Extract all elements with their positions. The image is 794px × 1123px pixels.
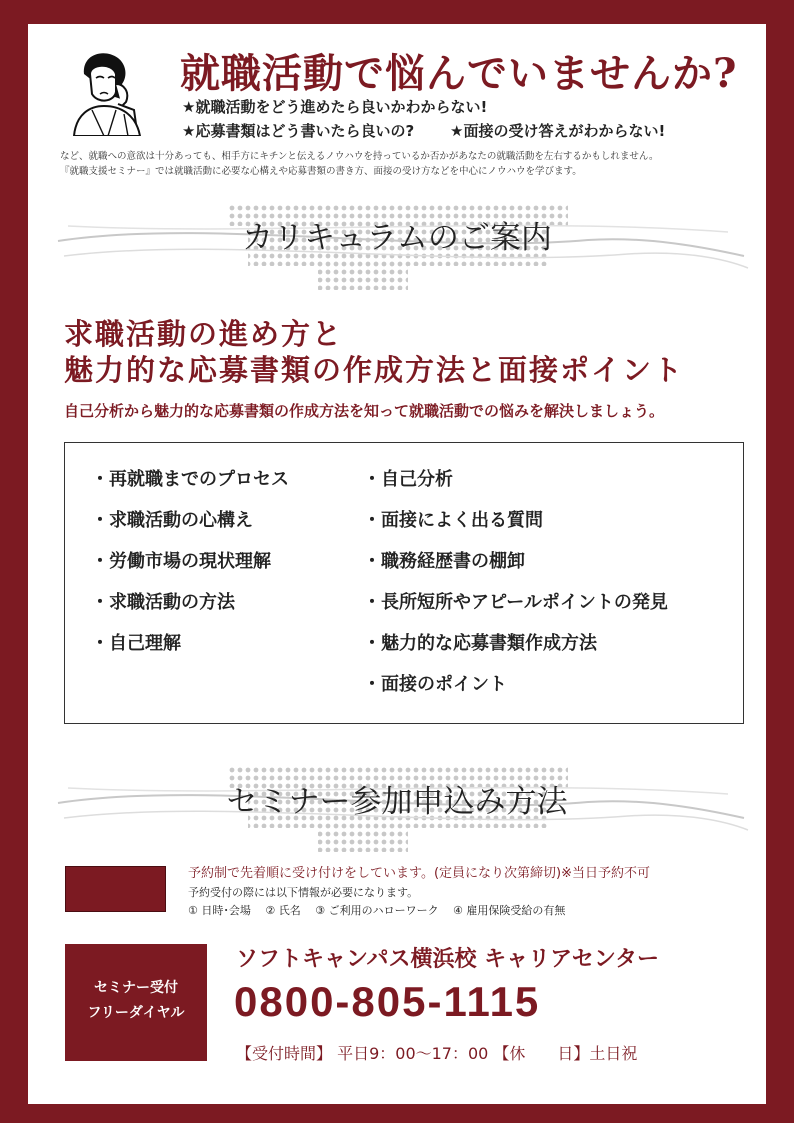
list-item: ・自己分析 [363,469,453,490]
curriculum-heading: 魅力的な応募書類の作成方法と面接ポイント [64,353,685,387]
application-text: 予約受付の際には以下情報が必要になります。 [188,886,419,899]
question-text: ★応募書類はどう書いたら良いの? [182,122,415,140]
curriculum-subheading: 自己分析から魅力的な応募書類の作成方法を知って就職活動での悩みを解決しましょう。 [64,402,665,420]
application-text: 予約制で先着順に受け付けをしています。(定員になり次第締切)※当日予約不可 [188,866,650,881]
reception-hours: 【受付時間】 平日9：00〜17：00 【休 日】土日祝 [236,1044,638,1063]
application-marker [65,866,166,912]
list-item: ・求職活動の方法 [91,592,235,613]
list-item: ・求職活動の心構え [91,510,253,531]
worried-woman-icon [64,44,154,136]
freedial-label: セミナー受付 [94,980,178,996]
list-item: ・労働市場の現状理解 [91,551,271,572]
list-item: ・長所短所やアピールポイントの発見 [363,592,668,613]
intro-note: など、就職への意欲は十分あっても、相手方にキチンと伝えるノウハウを持っているか否かがあなたの就職活動を左右するかもしれません。 [60,151,659,162]
freedial-label: フリーダイヤル [87,1005,185,1021]
list-item: ・自己理解 [91,633,181,654]
curriculum-list-right [363,465,668,711]
application-banner-title: セミナー参加申込み方法 [226,784,568,820]
curriculum-heading: 求職活動の進め方と [64,317,344,351]
list-item: ・魅力的な応募書類作成方法 [363,633,597,654]
application-requirements: ① 日時･会場 ② 氏名 ③ ご利用のハローワーク ④ 雇用保険受給の有無 [188,904,566,917]
curriculum-banner-title: カリキュラムのご案内 [242,220,552,256]
curriculum-list-left [91,465,289,670]
list-item: ・面接によく出る質問 [363,510,543,531]
intro-note: 『就職支援セミナー』では就職活動に必要な心構えや応募書類の書き方、面接の受け方などを中心にノウハウを学びます。 [60,166,582,177]
curriculum-box [64,442,744,724]
list-item: ・面接のポイント [363,674,507,695]
page-title: 就職活動で悩んでいませんか? [180,50,738,97]
freedial-box [65,944,207,1061]
list-item: ・再就職までのプロセス [91,469,289,490]
list-item: ・職務経歴書の棚卸 [363,551,525,572]
flyer-page [28,24,766,1104]
question-text: ★面接の受け答えがわからない! [450,122,666,140]
question-text: ★就職活動をどう進めたら良いかわからない! [182,98,488,116]
organization-name: ソフトキャンパス横浜校 キャリアセンター [236,947,660,972]
phone-number[interactable]: 0800-805-1115 [234,978,541,1025]
